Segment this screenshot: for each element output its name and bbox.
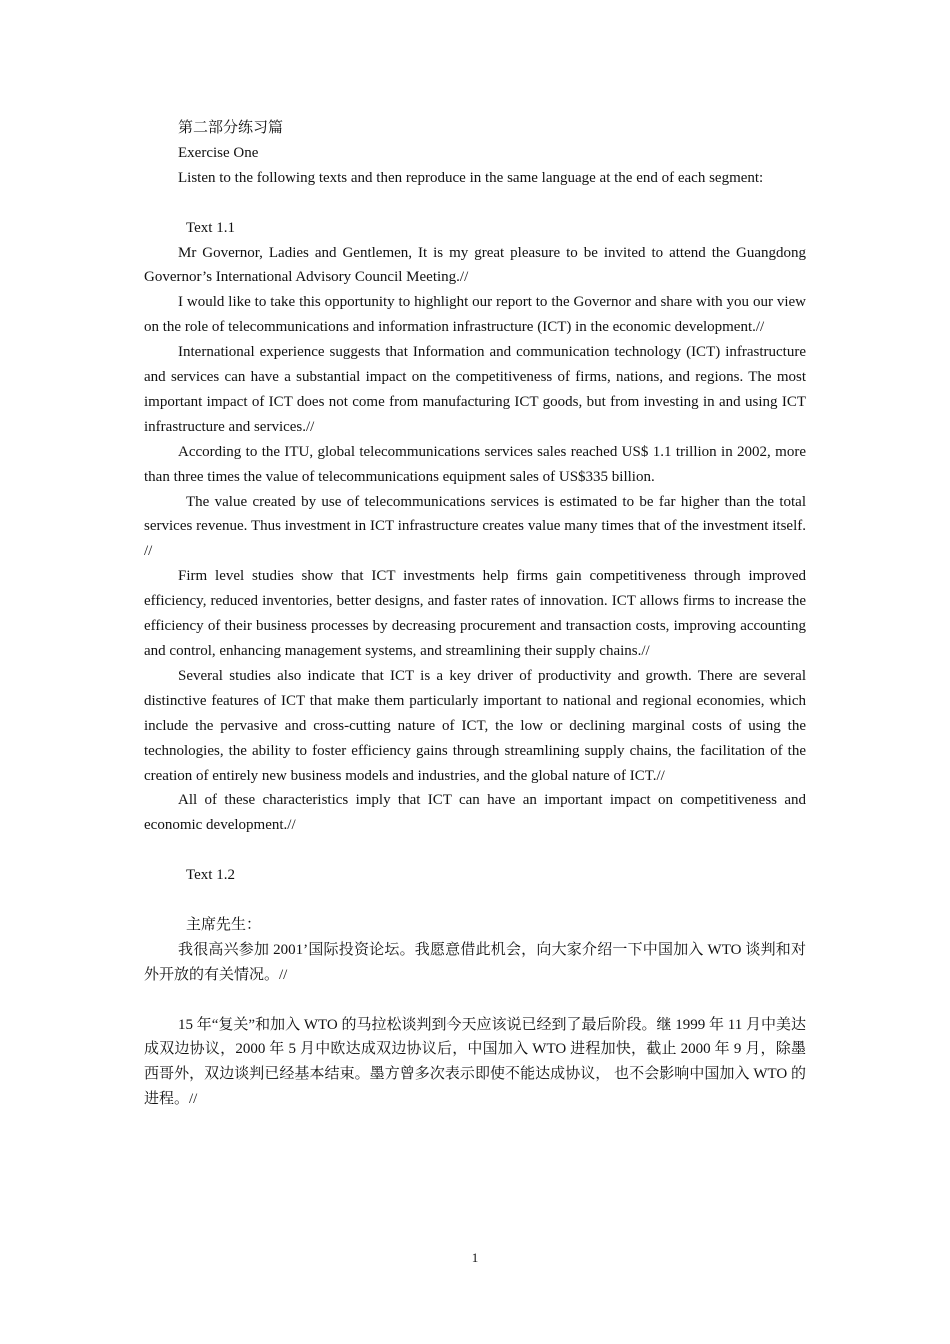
exercise-title: Exercise One: [178, 144, 259, 161]
text2-salutation: 主席先生：: [186, 916, 262, 933]
section-heading-cn: 第二部分练习篇: [178, 120, 284, 136]
page-number: 1: [471, 1250, 479, 1265]
instruction: Listen to the following texts and then reproduce in the same language at the end of each segment:: [178, 169, 764, 186]
document-body: [144, 116, 806, 1112]
text1-paragraph: Mr Governor, Ladies and Gentlemen, It is my great pleasure to be invited to attend the Guangdong Governor’s International Advisory Council Meeting.//: [144, 244, 806, 286]
text2-paragraph: 15 年“复关”和加入 WTO 的马拉松谈判到今天应该说已经到了最后阶段。继 1999 年 11 月中美达成双边协议，2000 年 5 月中欧达成双边协议后，中国加入 WTO 进程加快，截止 2000 年 9 月，除墨西哥外，双边谈判已经基本结束。墨方曾多次表示即使不能达成协议， 也不会影响中国加入 WTO 的进程。//: [144, 1016, 806, 1108]
text1-title: Text 1.1: [186, 219, 235, 236]
text1-paragraph: The value created by use of telecommunications services is estimated to be far higher than the total services revenue. Thus investment in ICT infrastructure creates value many times that of the investment itself. //: [144, 493, 806, 560]
text1-paragraph: I would like to take this opportunity to highlight our report to the Governor and share with you our view on the role of telecommunications and information infrastructure (ICT) in the economic development.//: [144, 294, 806, 336]
text2-title: Text 1.2: [186, 867, 235, 884]
text1-paragraph: According to the ITU, global telecommunications services sales reached US$ 1.1 trillion in 2002, more than three times the value of telecommunications equipment sales of US$335 billion.: [144, 443, 806, 485]
text1-paragraph: International experience suggests that Information and communication technology (ICT) infrastructure and services can have a substantial impact on the competitiveness of firms, nations, and regions. The most important impact of ICT does not come from manufacturing ICT goods, but from investing in and using ICT infrastructure and services.//: [144, 344, 806, 435]
text1-paragraph: Several studies also indicate that ICT is a key driver of productivity and growth. There are several distinctive features of ICT that make them particularly important to national and regional economies, which include the pervasive and cross-cutting nature of ICT, the low or declining marginal costs of using the technologies, the ability to foster efficiency gains through streamlining supply chains, the facilitation of the creation of entirely new business models and industries, and the global nature of ICT.//: [144, 667, 806, 784]
text1-paragraph: Firm level studies show that ICT investments help firms gain competitiveness through improved efficiency, reduced inventories, better designs, and faster rates of innovation. ICT allows firms to increase the efficiency of their business processes by decreasing procurement and transaction costs, improving accounting and control, enhancing management systems, and streamlining their supply chains.//: [144, 568, 806, 660]
text2-paragraph: 我很高兴参加 2001’国际投资论坛。我愿意借此机会，向大家介绍一下中国加入 WTO 谈判和对外开放的有关情况。//: [144, 941, 806, 983]
text1-paragraph: All of these characteristics imply that ICT can have an important impact on competitiveness and economic development.//: [144, 792, 806, 834]
